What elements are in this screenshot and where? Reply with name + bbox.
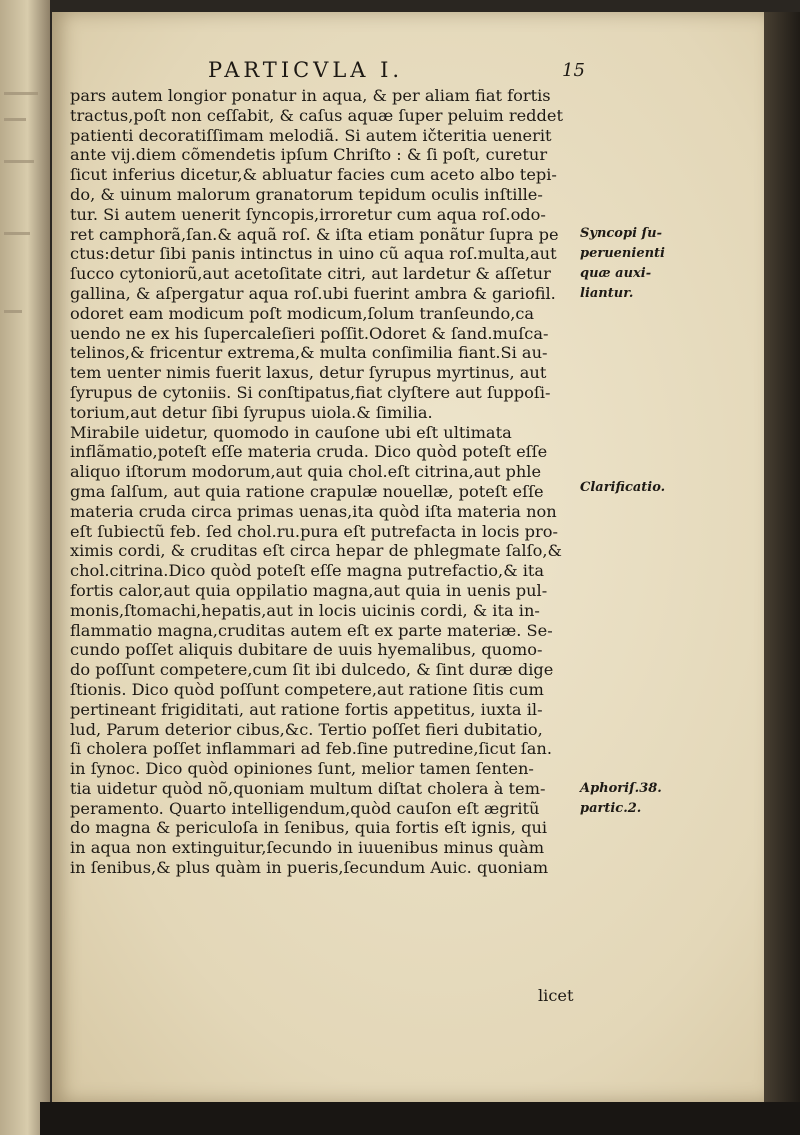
marginal-note: partic.2. xyxy=(580,801,642,816)
text-line: in aqua non extinguitur,ſecundo in iuuenibus minus quàm xyxy=(70,838,545,858)
text-line: ſtionis. Dico quòd poſſunt competere,aut ratione ſitis cum xyxy=(70,679,544,699)
marginal-note: quæ auxi- xyxy=(580,266,652,281)
text-line: tia uidetur quòd nõ,quoniam multum diſtat cholera à tem- xyxy=(70,778,546,798)
text-line: ſicut inferius dicetur,& abluatur facies cum aceto albo tepi- xyxy=(70,165,557,185)
text-line: tractus,poſt non ceſſabit, & caſus aquæ ſuper peluim reddet xyxy=(70,105,563,125)
facing-page-edge xyxy=(0,0,50,1135)
text-line: monis,ſtomachi,hepatis,aut in locis uicinis cordi, & ita in- xyxy=(70,600,540,620)
page-number: 15 xyxy=(562,60,585,81)
text-line: do poſſunt competere,cum ſit ibi dulcedo, & ſint duræ dige xyxy=(70,660,554,680)
text-line: Mirabile uidetur, quomodo in cauſone ubi eſt ultimata xyxy=(70,422,512,442)
marginal-note: peruenienti xyxy=(580,246,665,261)
text-line: gma ſalſum, aut quia ratione crapulæ nouellæ, poteſt eſſe xyxy=(70,481,544,501)
text-line: do magna & periculoſa in ſenibus, quia fortis eſt ignis, qui xyxy=(70,818,548,838)
text-line: aliquo iſtorum modorum,aut quia chol.eſt citrina,aut phle xyxy=(70,462,542,482)
text-line: patienti decoratiſſimam melodiã. Si autem ičteritia uenerit xyxy=(70,125,552,145)
text-line: peramento. Quarto intelligendum,quòd cauſon eſt ægritũ xyxy=(70,798,540,818)
text-line: ctus:detur ſibi panis intinctus in uino cũ aqua roſ.multa,aut xyxy=(70,244,557,264)
text-line: gallina, & aſpergatur aqua roſ.ubi fuerint ambra & gariofil. xyxy=(70,283,556,303)
text-line: fortis calor,aut quia oppilatio magna,aut quia in uenis pul- xyxy=(70,580,548,600)
text-line: pertineant frigiditati, aut ratione fortis appetitus, iuxta il- xyxy=(70,699,543,719)
marginal-note: Aphoriſ.38. xyxy=(580,781,662,796)
text-line: cundo poſſet aliquis dubitare de uuis hyemalibus, quomo- xyxy=(70,640,543,660)
text-line: uendo ne ex his ſupercaleſieri poſſit.Odoret & ſand.muſca- xyxy=(70,323,549,343)
marginal-note: Clarificatio. xyxy=(580,480,666,495)
text-line: ſucco cytoniorũ,aut acetoſitate citri, aut lardetur & aſſetur xyxy=(70,264,551,284)
page-header xyxy=(52,58,764,86)
text-line: in ſynoc. Dico quòd opiniones ſunt, melior tamen ſenten- xyxy=(70,759,534,779)
text-line: ſyrupus de cytoniis. Si conſtipatus,fiat clyſtere aut ſuppoſi- xyxy=(70,382,551,402)
text-line: tur. Si autem uenerit ſyncopis,irroretur cum aqua roſ.odo- xyxy=(70,204,546,224)
text-line: eſt ſubiectũ feb. ſed chol.ru.pura eſt putrefacta in locis pro- xyxy=(70,521,558,541)
marginal-note: liantur. xyxy=(580,286,634,301)
catchword: licet xyxy=(538,986,574,1005)
running-title: PARTICVLA I. xyxy=(208,58,404,82)
text-line: ximis cordi, & cruditas eſt circa hepar de phlegmate ſalſo,& xyxy=(70,541,562,561)
text-line: lud, Parum deterior cibus,&c. Tertio poſſet fieri dubitatio, xyxy=(70,719,543,739)
text-line: ret camphorã,ſan.& aquã roſ. & iſta etiam ponãtur ſupra pe xyxy=(70,224,559,244)
body-text xyxy=(70,86,590,878)
text-line: ſi cholera poſſet inflammari ad feb.ſine putredine,ſicut ſan. xyxy=(70,739,553,759)
text-line: do, & uinum malorum granatorum tepidum oculis inſtille- xyxy=(70,184,543,204)
text-line: materia cruda circa primas uenas,ita quòd iſta materia non xyxy=(70,501,557,521)
text-line: in ſenibus,& plus quàm in pueris,ſecundum Auic. quoniam xyxy=(70,858,549,878)
text-line: tem uenter nimis fuerit laxus, detur ſyrupus myrtinus, aut xyxy=(70,363,547,383)
text-line: chol.citrina.Dico quòd poteſt eſſe magna putrefactio,& ita xyxy=(70,561,545,581)
marginal-note: Syncopi ſu- xyxy=(580,226,662,241)
text-line: inflãmatio,poteſt eſſe materia cruda. Dico quòd poteſt eſſe xyxy=(70,442,548,462)
book-bottom-shadow xyxy=(40,1102,800,1135)
book-fore-edge xyxy=(762,12,800,1132)
text-line: odoret eam modicum poſt modicum,ſolum tranſeundo,ca xyxy=(70,303,535,323)
text-line: telinos,& fricentur extrema,& multa conſimilia fiant.Si au- xyxy=(70,343,548,363)
text-line: torium,aut detur ſibi ſyrupus uiola.& ſimilia. xyxy=(70,402,433,422)
text-line: ante vij.diem cõmendetis ipſum Chriſto : & ſi poſt, curetur xyxy=(70,145,548,165)
text-line: pars autem longior ponatur in aqua, & per aliam fiat fortis xyxy=(70,86,551,105)
text-line: flammatio magna,cruditas autem eſt ex parte materiæ. Se- xyxy=(70,620,553,640)
